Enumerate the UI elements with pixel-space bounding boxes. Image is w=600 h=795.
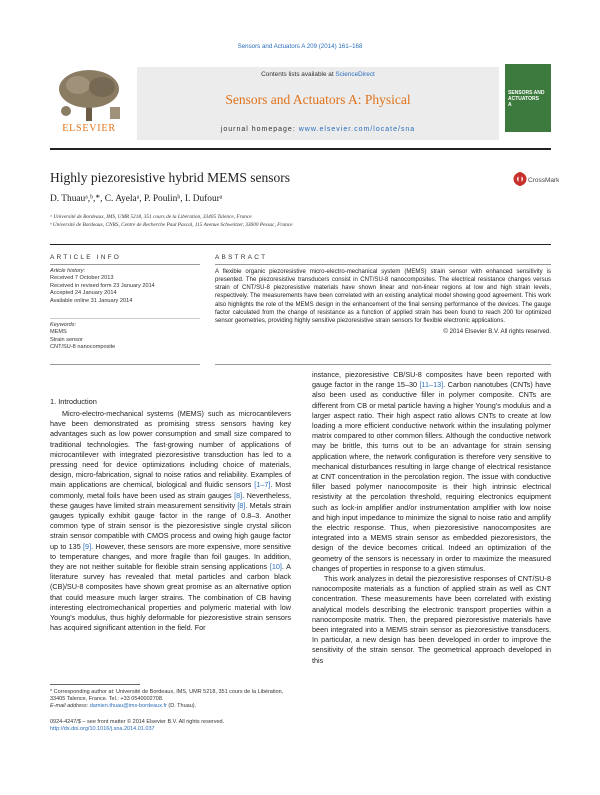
author-email-link[interactable]: damien.thuau@ims-bordeaux.fr — [89, 703, 167, 710]
left-column — [50, 409, 291, 633]
abstract-body: A flexible organic piezoresistive micro-electro-mechanical system (MEMS) strain sensor with enhanced sensitivity is presented. The piezoresistive transducers consist in CNT/SU-8 nanocomposites. The electrical resistance changes versus strain of CNT/SU-8 piezoresistive materials have shown linear and non-linear regions at low and high strain levels, respectively. The measurements have been correlated with an existing analytical model showing good agreement. This work also highlights the role of the MEMS design in the enhancement of the final sensing performance of the devices. The gauge factor calculated from the change of resistance as a function of applied strain has been found to reach 200 for optimized sensor geometries, providing highly sensitive piezoresistive strain sensors for flexible electronic applications. — [215, 269, 551, 324]
journal-title: Sensors and Actuators A: Physical — [225, 92, 411, 107]
history-online: Available online 31 January 2014 — [50, 297, 133, 304]
doi-link[interactable]: http://dx.doi.org/10.1016/j.sna.2014.01.037 — [50, 726, 155, 733]
keywords-rule — [50, 318, 200, 319]
abstract-rule — [215, 264, 551, 265]
crossmark-label: CrossMark — [528, 177, 560, 184]
right-column — [312, 370, 551, 666]
section-heading-introduction: 1. Introduction — [50, 397, 97, 406]
keyword-item: MEMS — [50, 329, 67, 336]
affiliation-b: ᵇ Université de Bordeaux, CNRS, Centre de Recherche Paul Pascal, 115 Avenue Schweitzer, 33600 Pessac, France — [50, 222, 293, 228]
history-revised: Received in revised form 23 January 2014 — [50, 282, 155, 289]
keyword-item: CNT/SU-8 nanocomposite — [50, 344, 116, 351]
intro-paragraph-2: This work analyzes in detail the piezoresistive responses of CNT/SU-8 nanocomposite materials as a function of applied strain as well as CNT concentration. These measurements have been correlated with existing analytical models describing the electronic transport properties within a nanocomposite matrix. Then, the prepared piezoresistive materials have been integrated into a MEMS strain sensor as piezoresistive transducers. In particular, a new design has been developed in order to improve the sensitivity of the strain sensor. The geometrical approach developed in this — [312, 574, 551, 665]
intro-paragraph-1: Micro-electro-mechanical systems (MEMS) such as microcantilevers have been demonstrated as promising stress sensors having key advantages such as low power consumption and small size compared to traditional technologies. The fast-growing number of applications of microcantilever with integrated piezoresistive transduction has led to a pressing need for device optimizations including choice of materials, design, micro-fabrication, signal to noise ratios and reliability. Examples of main applications are chemical, biological and fluidic sensors [1–7]. Most commonly, metal foils have been used as strain gauges [8]. Nevertheless, these gauges have limited strain measurement sensitivity [8]. Metals strain gauges typically exhibit gauge factor in the range of 0.8–3. Another common type of strain sensor is the piezoresistive single crystal silicon strain sensor compatible with CMOS process and owing high gauge factor up to 135 [9]. However, these sensors are more expensive, more sensitive to temperature changes, and more fragile than foil gauges. In addition, they are not neither suitable for flexible strain sensing applications [10]. A literature survey has revealed that metal particles and carbon black (CB)/SU-8 composites have shown great promise as an alternative option that could measure much larger strains. The combination of CB having interesting electromechanical properties and polymeric material with low Young's modulus, thus highly deformable for piezoresistive strain sensors has acquired significant attention in the field. For — [50, 409, 292, 633]
author-list: D. Thuauᵃ,ᵇ,*, C. Ayelaᵃ, P. Poulinᵇ, I. Dufourᵃ — [50, 194, 223, 204]
keyword-item: Strain sensor — [50, 336, 83, 343]
homepage-link[interactable]: www.elsevier.com/locate/sna — [298, 126, 416, 133]
history-accepted: Accepted 24 January 2014 — [50, 290, 117, 297]
publisher-wordmark: ELSEVIER — [62, 123, 116, 134]
article-info-heading: ARTICLE INFO — [50, 254, 122, 261]
cover-title: SENSORS AND ACTUATORS A — [508, 90, 545, 108]
info-bottom-rule — [50, 364, 200, 365]
article-title: Highly piezoresistive hybrid MEMS sensors — [50, 170, 290, 185]
article-info-rule — [50, 264, 200, 265]
journal-homepage: journal homepage: www.elsevier.com/locate/sna — [220, 126, 416, 133]
footnote-rule — [50, 684, 140, 685]
contents-line: Contents lists available at ScienceDirect — [261, 71, 375, 78]
journal-reference-link[interactable]: Sensors and Actuators A 209 (2014) 161–168 — [237, 43, 363, 50]
citation-link[interactable]: [1–7] — [254, 480, 271, 490]
citation-link[interactable]: [8] — [234, 490, 243, 500]
history-received: Received 7 October 2013 — [50, 275, 114, 282]
keywords: Keywords: MEMS Strain sensor CNT/SU-8 nanocomposite — [50, 322, 116, 351]
sciencedirect-link[interactable]: ScienceDirect — [335, 71, 375, 78]
corresponding-author-footnote: * Corresponding author at: Université de Bordeaux, IMS, UMR 5218, 351 cours de la Libération, 33405 Talence, France. Tel.: +33 0540002708. E-mail address: damien.thuau@ims-bordeaux.fr (D. Thuau). — [50, 689, 284, 710]
citation-link[interactable]: [9] — [83, 541, 92, 551]
abstract-heading: ABSTRACT — [215, 254, 268, 261]
article-history: Article history: Received 7 October 2013 Received in revised form 23 January 2014 Accepted 24 January 2014 Available online 31 January 2014 — [50, 268, 155, 304]
issn-block: 0924-4247/$ – see front matter © 2014 Elsevier B.V. All rights reserved. http://dx.doi.org/10.1016/j.sna.2014.01.037 — [50, 719, 225, 733]
citation-link[interactable]: [8] — [237, 500, 246, 510]
abstract-copyright: © 2014 Elsevier B.V. All rights reserved. — [443, 328, 551, 335]
citation-link[interactable]: [11–13] — [419, 380, 444, 390]
title-divider — [50, 244, 551, 245]
abstract-bottom-rule — [215, 364, 551, 365]
intro-paragraph-1-cont: instance, piezoresistive CB/SU-8 composites have been reported with gauge factor in the range 15–30 [11–13]. Carbon nanotubes (CNTs) have also been used as conductive filler in polymer composite. CNTs are different from CB or metal particle having a higher Young's modulus and a larger aspect ratio. Their high aspect ratio allows CNTs to create at low loading a more efficient conductive network within the insulating polymer matrix compared to other common fillers. Although the conductive network may be brittle, this turns out to be an advantage for strain sensing application where, the network configuration is therefore very sensitive to mechanical disturbances resulting in large change of electrical resistance at CNT concentration in the percolation region. The issue with conductive filler based polymer nanocomposite is their high intrinsic electrical resistivity at the percolation threshold, requiring electronics equipment such as lock-in amplifier and/or instrumentation amplifier with low noise and high input impedance to minimize the signal to noise ratio and amplify the electric response. Thus, when piezoresistive nanocomposites are integrated into a MEMS strain sensor as embedded piezoresistors, the design of the device becomes critical. Indeed an optimization of the geometry of the sensors is necessary in order to maximize the measured changes of properties in response to a given stimulus. — [312, 370, 551, 573]
crossmark-badge[interactable] — [513, 170, 560, 188]
header-divider — [50, 148, 551, 150]
citation-link[interactable]: [10] — [269, 562, 282, 572]
affiliation-a: ᵃ Université de Bordeaux, IMS, UMR 5218, 351 cours de la Libération, 33405 Talence, France — [50, 214, 252, 220]
